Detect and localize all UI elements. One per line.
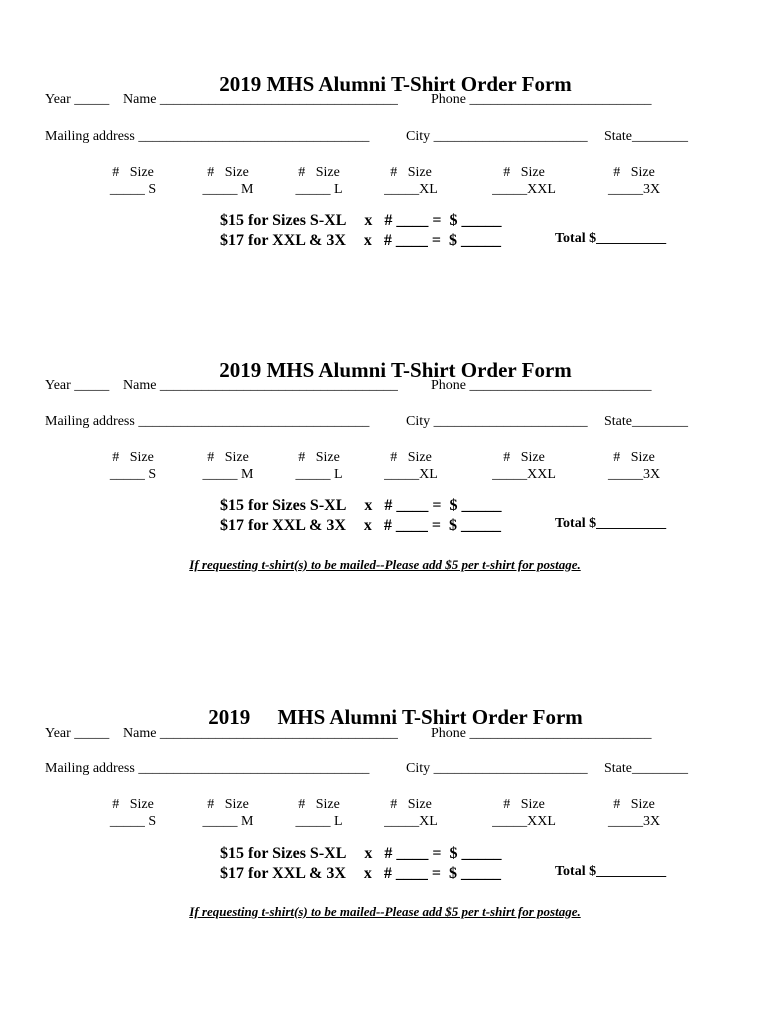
phone-field[interactable]: Phone __________________________ xyxy=(431,378,652,393)
price-line-plus[interactable] xyxy=(220,864,501,884)
mailing-address-field[interactable]: Mailing address _________________________________ xyxy=(45,761,370,776)
title-year: 2019 xyxy=(208,705,251,729)
size-header: # Size xyxy=(207,450,249,465)
size-xxl-entry: _____XXL xyxy=(492,182,556,197)
size-l-column[interactable] xyxy=(284,796,354,830)
size-xxl-column[interactable] xyxy=(484,796,564,830)
total-field[interactable]: Total $__________ xyxy=(555,864,667,879)
name-field[interactable]: Name __________________________________ xyxy=(123,378,398,393)
state-field[interactable]: State________ xyxy=(604,414,688,429)
price-line-plus[interactable] xyxy=(220,516,501,536)
size-3x-column[interactable] xyxy=(598,164,670,198)
order-form-2 xyxy=(0,286,770,586)
size-3x-entry: _____3X xyxy=(607,182,661,197)
postage-note: If requesting t-shirt(s) to be mailed--Please add $5 per t-shirt for postage. xyxy=(189,557,581,572)
price-formula: x # ____ = $ _____ xyxy=(363,865,502,882)
size-m-column[interactable] xyxy=(193,164,263,198)
price-label: $17 for XXL & 3X xyxy=(220,517,346,534)
size-header: # Size xyxy=(390,165,432,180)
size-xxl-column[interactable] xyxy=(484,449,564,483)
city-field[interactable]: City ______________________ xyxy=(406,129,588,144)
price-formula: x # ____ = $ _____ xyxy=(364,497,502,514)
price-formula: x # ____ = $ _____ xyxy=(363,232,502,249)
size-header: # Size xyxy=(112,797,154,812)
size-xl-column[interactable] xyxy=(376,449,446,483)
size-header: # Size xyxy=(112,165,154,180)
year-field[interactable]: Year _____ xyxy=(45,726,110,741)
size-l-entry: _____ L xyxy=(295,182,343,197)
size-l-entry: _____ L xyxy=(295,467,343,482)
title-text: MHS Alumni T-Shirt Order Form xyxy=(266,72,572,96)
title-year: 2019 xyxy=(219,358,262,382)
size-3x-entry: _____3X xyxy=(607,467,661,482)
size-m-column[interactable] xyxy=(193,449,263,483)
size-header: # Size xyxy=(112,450,154,465)
total-field[interactable]: Total $__________ xyxy=(555,516,667,531)
city-field[interactable]: City ______________________ xyxy=(406,761,588,776)
form-title xyxy=(0,334,770,406)
size-s-entry: _____ S xyxy=(109,467,157,482)
mailing-address-field[interactable]: Mailing address _________________________________ xyxy=(45,414,370,429)
size-header: # Size xyxy=(298,165,340,180)
size-3x-entry: _____3X xyxy=(607,814,661,829)
phone-field[interactable]: Phone __________________________ xyxy=(431,726,652,741)
form-title xyxy=(0,681,770,753)
year-field[interactable]: Year _____ xyxy=(45,92,110,107)
state-field[interactable]: State________ xyxy=(604,761,688,776)
title-text: MHS Alumni T-Shirt Order Form xyxy=(277,705,583,729)
size-header: # Size xyxy=(613,165,655,180)
price-line-plus[interactable] xyxy=(220,231,501,251)
size-xxl-entry: _____XXL xyxy=(492,814,556,829)
name-field[interactable]: Name __________________________________ xyxy=(123,92,398,107)
size-xl-column[interactable] xyxy=(376,164,446,198)
total-field[interactable]: Total $__________ xyxy=(555,231,667,246)
size-m-entry: _____ M xyxy=(202,182,254,197)
size-header: # Size xyxy=(298,797,340,812)
size-3x-column[interactable] xyxy=(598,796,670,830)
size-m-column[interactable] xyxy=(193,796,263,830)
size-xl-entry: _____XL xyxy=(384,467,438,482)
size-header: # Size xyxy=(503,797,545,812)
size-header: # Size xyxy=(207,165,249,180)
size-s-column[interactable] xyxy=(98,164,168,198)
title-text: MHS Alumni T-Shirt Order Form xyxy=(266,358,572,382)
size-xxl-entry: _____XXL xyxy=(492,467,556,482)
size-header: # Size xyxy=(613,450,655,465)
size-header: # Size xyxy=(207,797,249,812)
price-formula: x # ____ = $ _____ xyxy=(363,517,502,534)
phone-field[interactable]: Phone __________________________ xyxy=(431,92,652,107)
size-s-entry: _____ S xyxy=(109,814,157,829)
year-field[interactable]: Year _____ xyxy=(45,378,110,393)
price-label: $17 for XXL & 3X xyxy=(220,232,346,249)
price-label: $15 for Sizes S-XL xyxy=(220,212,347,229)
form-title xyxy=(0,48,770,120)
size-l-column[interactable] xyxy=(284,164,354,198)
size-l-entry: _____ L xyxy=(295,814,343,829)
price-line-standard[interactable] xyxy=(220,496,502,516)
size-header: # Size xyxy=(503,450,545,465)
size-header: # Size xyxy=(390,797,432,812)
mailing-address-field[interactable]: Mailing address _________________________________ xyxy=(45,129,370,144)
size-xl-column[interactable] xyxy=(376,796,446,830)
price-label: $15 for Sizes S-XL xyxy=(220,845,347,862)
price-label: $17 for XXL & 3X xyxy=(220,865,346,882)
size-header: # Size xyxy=(613,797,655,812)
order-form-1 xyxy=(0,0,770,300)
size-s-column[interactable] xyxy=(98,449,168,483)
size-m-entry: _____ M xyxy=(202,467,254,482)
price-label: $15 for Sizes S-XL xyxy=(220,497,347,514)
city-field[interactable]: City ______________________ xyxy=(406,414,588,429)
size-xxl-column[interactable] xyxy=(484,164,564,198)
size-header: # Size xyxy=(298,450,340,465)
price-line-standard[interactable] xyxy=(220,844,502,864)
size-s-entry: _____ S xyxy=(109,182,157,197)
price-formula: x # ____ = $ _____ xyxy=(364,845,502,862)
size-xl-entry: _____XL xyxy=(384,182,438,197)
size-header: # Size xyxy=(503,165,545,180)
price-formula: x # ____ = $ _____ xyxy=(364,212,502,229)
size-3x-column[interactable] xyxy=(598,449,670,483)
order-form-3 xyxy=(0,633,770,933)
size-s-column[interactable] xyxy=(98,796,168,830)
size-m-entry: _____ M xyxy=(202,814,254,829)
postage-note: If requesting t-shirt(s) to be mailed--Please add $5 per t-shirt for postage. xyxy=(189,904,581,919)
name-field[interactable]: Name __________________________________ xyxy=(123,726,398,741)
state-field[interactable]: State________ xyxy=(604,129,688,144)
title-year: 2019 xyxy=(219,72,262,96)
size-header: # Size xyxy=(390,450,432,465)
size-l-column[interactable] xyxy=(284,449,354,483)
size-xl-entry: _____XL xyxy=(384,814,438,829)
price-line-standard[interactable] xyxy=(220,211,502,231)
